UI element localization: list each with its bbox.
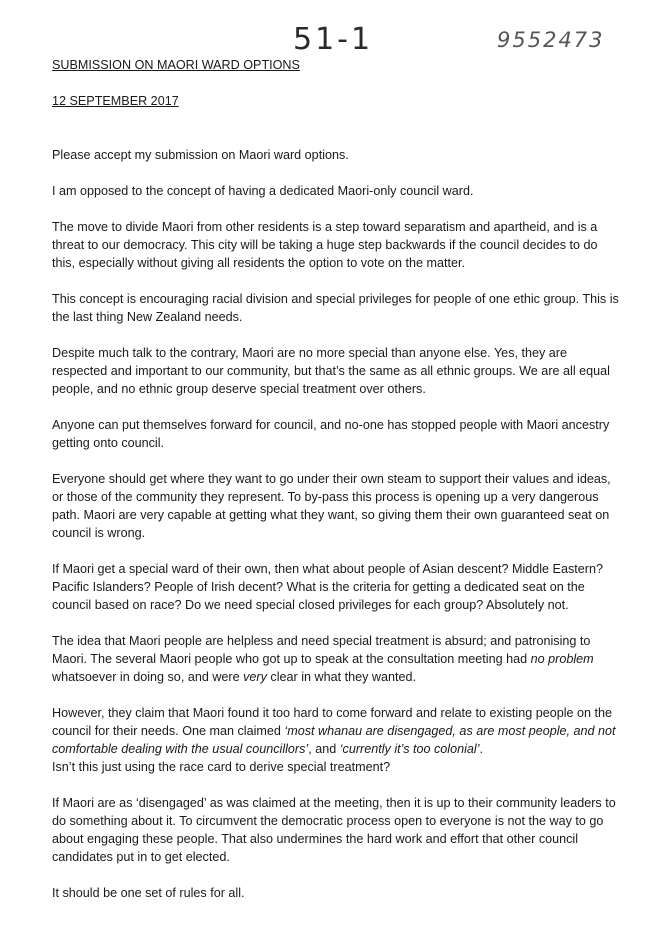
paragraph-4: This concept is encouraging racial division and special privileges for people of one ethic group. This is the last thing New Zealand needs. xyxy=(52,292,619,324)
handwritten-number: 9552473 xyxy=(497,28,605,52)
paragraph-8: If Maori get a special ward of their own, then what about people of Asian descent? Middle Eastern? Pacific Islanders? People of Irish decent? What is the criteria for getting a dedicated seat on the council based on race? Do we need special closed privileges for each group? Absolutely not. xyxy=(52,562,603,612)
paragraph-10-quote-1: ‘most whanau are disengaged, as are most people, and not comfortable dealing with the usual councillors’ xyxy=(52,724,616,756)
paragraph-10-text: , and xyxy=(308,742,340,756)
paragraph-11: If Maori are as ‘disengaged’ as was claimed at the meeting, then it is up to their community leaders to do something about it. To circumvent the democratic process open to everyone is not the way to go about engaging these people. That also undermines the hard work and effort that other council candidates put in to get elected. xyxy=(52,796,616,864)
paragraph-9 xyxy=(52,632,620,686)
handwritten-reference: 51-1 xyxy=(293,22,374,57)
paragraph-9-text: clear in what they wanted. xyxy=(266,670,417,684)
paragraph-1: Please accept my submission on Maori ward options. xyxy=(52,148,349,162)
paragraph-10 xyxy=(52,704,620,776)
paragraph-3: The move to divide Maori from other residents is a step toward separatism and apartheid, and is a threat to our democracy. This city will be taking a huge step backwards if the council decides to do this, especially without giving all residents the option to vote on the matter. xyxy=(52,220,598,270)
paragraph-7: Everyone should get where they want to go under their own steam to support their values and ideas, or those of the community they represent. To by-pass this process is opening up a very dangerous path. Maori are very capable at getting what they want, so giving them their own guaranteed seat on council is wrong. xyxy=(52,472,611,540)
paragraph-2: I am opposed to the concept of having a dedicated Maori-only council ward. xyxy=(52,184,474,198)
paragraph-10-text: However, they claim that Maori found it too hard to come forward and relate to existing people on the council for their needs. One man claimed xyxy=(52,706,613,738)
document-date: 12 SEPTEMBER 2017 xyxy=(52,94,179,108)
paragraph-6: Anyone can put themselves forward for council, and no-one has stopped people with Maori ancestry getting onto council. xyxy=(52,418,610,450)
paragraph-10-text: . xyxy=(479,742,483,756)
document-title: SUBMISSION ON MAORI WARD OPTIONS xyxy=(52,58,300,72)
paragraph-10-question: Isn’t this just using the race card to derive special treatment? xyxy=(52,760,391,774)
document-body xyxy=(52,56,620,902)
paragraph-5: Despite much talk to the contrary, Maori are no more special than anyone else. Yes, they are respected and important to our community, but that’s the same as all ethnic groups. We are all equal people, and no ethnic group deserve special treatment over others. xyxy=(52,346,610,396)
paragraph-12: It should be one set of rules for all. xyxy=(52,886,245,900)
paragraph-9-emphasis-2: very xyxy=(243,670,267,684)
paragraph-9-text: The idea that Maori people are helpless and need special treatment is absurd; and patronising to Maori. The several Maori people who got up to speak at the consultation meeting had xyxy=(52,634,591,666)
paragraph-9-text: whatsoever in doing so, and were xyxy=(52,670,244,684)
paragraph-10-quote-2: ‘currently it’s too colonial’ xyxy=(339,742,480,756)
paragraph-9-emphasis-1: no problem xyxy=(530,652,594,666)
